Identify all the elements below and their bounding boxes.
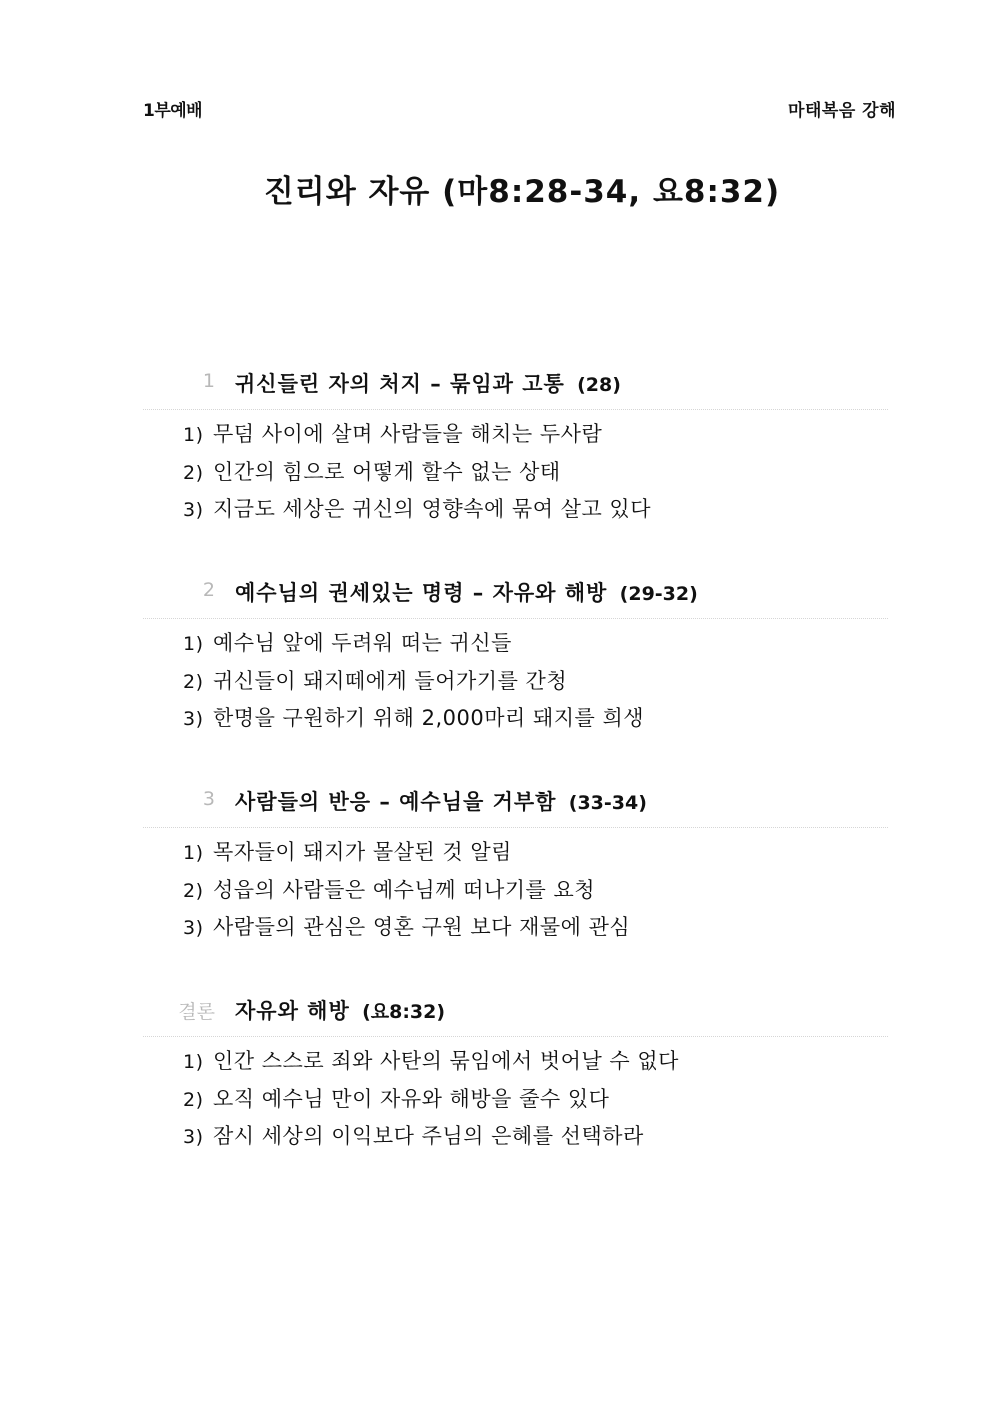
list-item bbox=[183, 1043, 679, 1081]
section-title-text: 사람들의 반응 – 예수님을 거부함 bbox=[235, 790, 557, 814]
item-text: 무덤 사이에 살며 사람들을 해치는 두사람 bbox=[213, 422, 603, 446]
item-number: 3) bbox=[183, 499, 204, 521]
item-number: 1) bbox=[183, 424, 204, 446]
item-number: 1) bbox=[183, 1051, 204, 1073]
section-heading bbox=[143, 573, 888, 613]
item-number: 3) bbox=[183, 1126, 204, 1148]
section-title bbox=[235, 995, 445, 1025]
item-text: 목자들이 돼지가 몰살된 것 알림 bbox=[213, 840, 512, 864]
list-item bbox=[183, 1081, 679, 1119]
section-title-text: 예수님의 권세있는 명령 – 자유와 해방 bbox=[235, 581, 608, 605]
section-divider bbox=[143, 618, 888, 619]
section-heading bbox=[143, 782, 888, 822]
sermon-series-label: 마태복음 강해 bbox=[788, 101, 896, 121]
item-text: 성읍의 사람들은 예수님께 떠나기를 요청 bbox=[213, 877, 596, 902]
section-title bbox=[235, 368, 621, 398]
list-item bbox=[183, 909, 630, 947]
section-conclusion bbox=[143, 991, 888, 1148]
section-reference: (29-32) bbox=[619, 583, 698, 605]
list-item bbox=[183, 700, 644, 738]
section-items bbox=[183, 834, 630, 947]
section-number: 3 bbox=[202, 788, 215, 810]
list-item bbox=[183, 872, 630, 910]
list-item bbox=[183, 625, 644, 663]
item-text: 한명을 구원하기 위해 2,000마리 돼지를 희생 bbox=[213, 706, 645, 730]
sermon-title: 진리와 자유 (마8:28-34, 요8:32) bbox=[263, 174, 781, 210]
section-heading bbox=[143, 991, 888, 1031]
item-number: 3) bbox=[183, 708, 204, 730]
item-text: 인간의 힘으로 어떻게 할수 없는 상태 bbox=[213, 459, 561, 484]
section-3 bbox=[143, 782, 888, 939]
item-number: 2) bbox=[183, 879, 204, 902]
item-text: 예수님 앞에 두려워 떠는 귀신들 bbox=[213, 631, 512, 655]
section-divider bbox=[143, 1036, 888, 1037]
section-number: 1 bbox=[202, 370, 215, 392]
section-divider bbox=[143, 827, 888, 828]
section-2 bbox=[143, 573, 888, 730]
section-1 bbox=[143, 364, 888, 521]
section-title-text: 자유와 해방 bbox=[235, 999, 350, 1023]
section-items bbox=[183, 416, 651, 529]
item-number: 2) bbox=[183, 461, 204, 484]
section-title-text: 귀신들린 자의 처지 – 묶임과 고통 bbox=[235, 372, 565, 396]
item-text: 인간 스스로 죄와 사탄의 묶임에서 벗어날 수 없다 bbox=[213, 1049, 679, 1073]
section-title bbox=[235, 786, 647, 816]
item-number: 3) bbox=[183, 917, 204, 939]
section-reference: (33-34) bbox=[568, 792, 647, 814]
worship-service-label: 1부예배 bbox=[143, 101, 203, 121]
list-item bbox=[183, 834, 630, 872]
item-text: 잠시 세상의 이익보다 주님의 은혜를 선택하라 bbox=[213, 1124, 644, 1148]
section-reference: (28) bbox=[577, 374, 621, 396]
item-text: 사람들의 관심은 영혼 구원 보다 재물에 관심 bbox=[213, 915, 631, 939]
item-text: 오직 예수님 만이 자유와 해방을 줄수 있다 bbox=[213, 1086, 610, 1111]
list-item bbox=[183, 416, 651, 454]
section-heading bbox=[143, 364, 888, 404]
list-item bbox=[183, 663, 644, 701]
list-item bbox=[183, 454, 651, 492]
section-items bbox=[183, 1043, 679, 1156]
section-title bbox=[235, 577, 698, 607]
list-item bbox=[183, 1118, 679, 1156]
item-number: 1) bbox=[183, 633, 204, 655]
item-text: 귀신들이 돼지떼에게 들어가기를 간청 bbox=[213, 668, 568, 693]
section-divider bbox=[143, 409, 888, 410]
item-text: 지금도 세상은 귀신의 영향속에 묶여 살고 있다 bbox=[213, 497, 651, 521]
section-reference: (요8:32) bbox=[362, 1001, 446, 1023]
list-item bbox=[183, 491, 651, 529]
item-number: 1) bbox=[183, 842, 204, 864]
item-number: 2) bbox=[183, 670, 204, 693]
item-number: 2) bbox=[183, 1088, 204, 1111]
section-number: 결론 bbox=[178, 1001, 215, 1023]
section-number: 2 bbox=[202, 579, 215, 601]
section-items bbox=[183, 625, 644, 738]
